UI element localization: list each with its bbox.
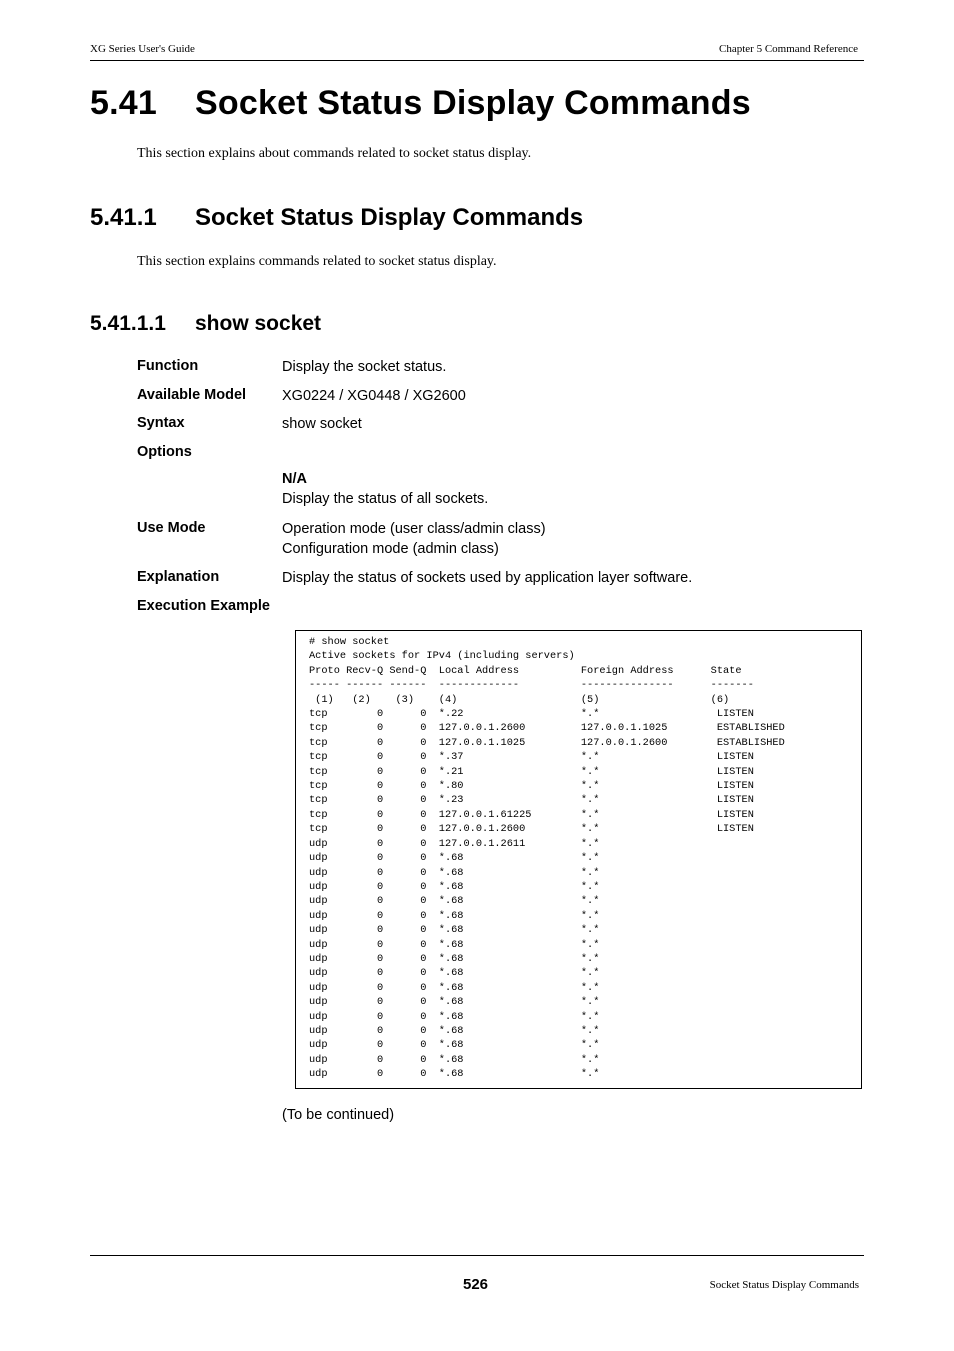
execution-example-label: Execution Example <box>137 598 270 614</box>
output-line: udp 0 0 127.0.0.1.2611 *.* <box>309 837 600 850</box>
output-line: udp 0 0 *.68 *.* <box>309 1010 600 1023</box>
section-intro: This section explains about commands related to socket status display. <box>137 146 532 161</box>
use-mode-label: Use Mode <box>137 520 206 536</box>
output-line: tcp 0 0 *.23 *.* LISTEN <box>309 794 754 807</box>
section-title-text: Socket Status Display Commands <box>195 84 751 122</box>
output-line: udp 0 0 *.68 *.* <box>309 967 600 980</box>
output-line: udp 0 0 *.68 *.* <box>309 866 600 879</box>
output-line: udp 0 0 *.68 *.* <box>309 952 600 965</box>
running-footer-right: Socket Status Display Commands <box>709 1279 859 1291</box>
execution-example-box <box>295 630 862 1089</box>
use-mode-line-1: Operation mode (user class/admin class) <box>282 521 546 537</box>
output-line: tcp 0 0 127.0.0.1.2600 127.0.0.1.1025 ESTABLISHED <box>309 722 785 735</box>
explanation-value: Display the status of sockets used by application layer software. <box>282 570 693 586</box>
command-title-text: show socket <box>195 312 322 335</box>
output-line: # show socket <box>309 636 390 648</box>
subsection-intro: This section explains commands related to socket status display. <box>137 254 497 269</box>
output-line: tcp 0 0 *.37 *.* LISTEN <box>309 751 754 764</box>
output-line: udp 0 0 *.68 *.* <box>309 1039 600 1052</box>
output-line: tcp 0 0 *.21 *.* LISTEN <box>309 765 754 778</box>
running-header-left: XG Series User's Guide <box>90 43 195 55</box>
syntax-value: show socket <box>282 416 362 432</box>
option-name: N/A <box>282 471 307 487</box>
available-model-value: XG0224 / XG0448 / XG2600 <box>282 388 466 404</box>
output-line: udp 0 0 *.68 *.* <box>309 880 600 893</box>
output-line: tcp 0 0 127.0.0.1.1025 127.0.0.1.2600 ESTABLISHED <box>309 736 785 749</box>
output-line: (1) (2) (3) (4) (5) (6) <box>309 693 730 706</box>
output-line: Active sockets for IPv4 (including servers) <box>309 650 575 663</box>
output-line: tcp 0 0 *.22 *.* LISTEN <box>309 708 754 721</box>
section-number: 5.41 <box>90 84 157 122</box>
running-header-right: Chapter 5 Command Reference <box>719 43 858 55</box>
use-mode-value <box>282 519 546 559</box>
header-rule <box>90 60 864 61</box>
output-line: udp 0 0 *.68 *.* <box>309 852 600 865</box>
options-label: Options <box>137 444 192 460</box>
output-line: udp 0 0 *.68 *.* <box>309 938 600 951</box>
function-value: Display the socket status. <box>282 359 447 375</box>
available-model-label: Available Model <box>137 387 247 403</box>
execution-example-output <box>309 635 785 1082</box>
output-line: udp 0 0 *.68 *.* <box>309 1068 600 1081</box>
command-title <box>90 312 321 336</box>
output-line: ----- ------ ------ ------------- --------------- ------- <box>309 679 754 692</box>
output-line: tcp 0 0 127.0.0.1.61225 *.* LISTEN <box>309 808 754 821</box>
output-line: udp 0 0 *.68 *.* <box>309 909 600 922</box>
output-line: udp 0 0 *.68 *.* <box>309 1053 600 1066</box>
command-number: 5.41.1.1 <box>90 312 166 335</box>
option-description: Display the status of all sockets. <box>282 491 489 507</box>
output-line: udp 0 0 *.68 *.* <box>309 996 600 1009</box>
output-line: udp 0 0 *.68 *.* <box>309 981 600 994</box>
function-label: Function <box>137 358 199 374</box>
output-line: Proto Recv-Q Send-Q Local Address Foreign Address State <box>309 664 742 677</box>
output-line: udp 0 0 *.68 *.* <box>309 895 600 908</box>
output-line: udp 0 0 *.68 *.* <box>309 924 600 937</box>
subsection-number: 5.41.1 <box>90 204 157 231</box>
syntax-label: Syntax <box>137 415 185 431</box>
explanation-label: Explanation <box>137 569 220 585</box>
page-number: 526 <box>463 1276 489 1293</box>
output-line: tcp 0 0 127.0.0.1.2600 *.* LISTEN <box>309 823 754 836</box>
output-line: tcp 0 0 *.80 *.* LISTEN <box>309 780 754 793</box>
footer-rule <box>90 1255 864 1256</box>
subsection-title-text: Socket Status Display Commands <box>195 204 584 231</box>
options-value <box>282 469 488 509</box>
to-be-continued: (To be continued) <box>282 1107 395 1123</box>
use-mode-line-2: Configuration mode (admin class) <box>282 541 499 557</box>
output-line: udp 0 0 *.68 *.* <box>309 1024 600 1037</box>
section-title <box>90 84 751 123</box>
subsection-title <box>90 204 583 232</box>
